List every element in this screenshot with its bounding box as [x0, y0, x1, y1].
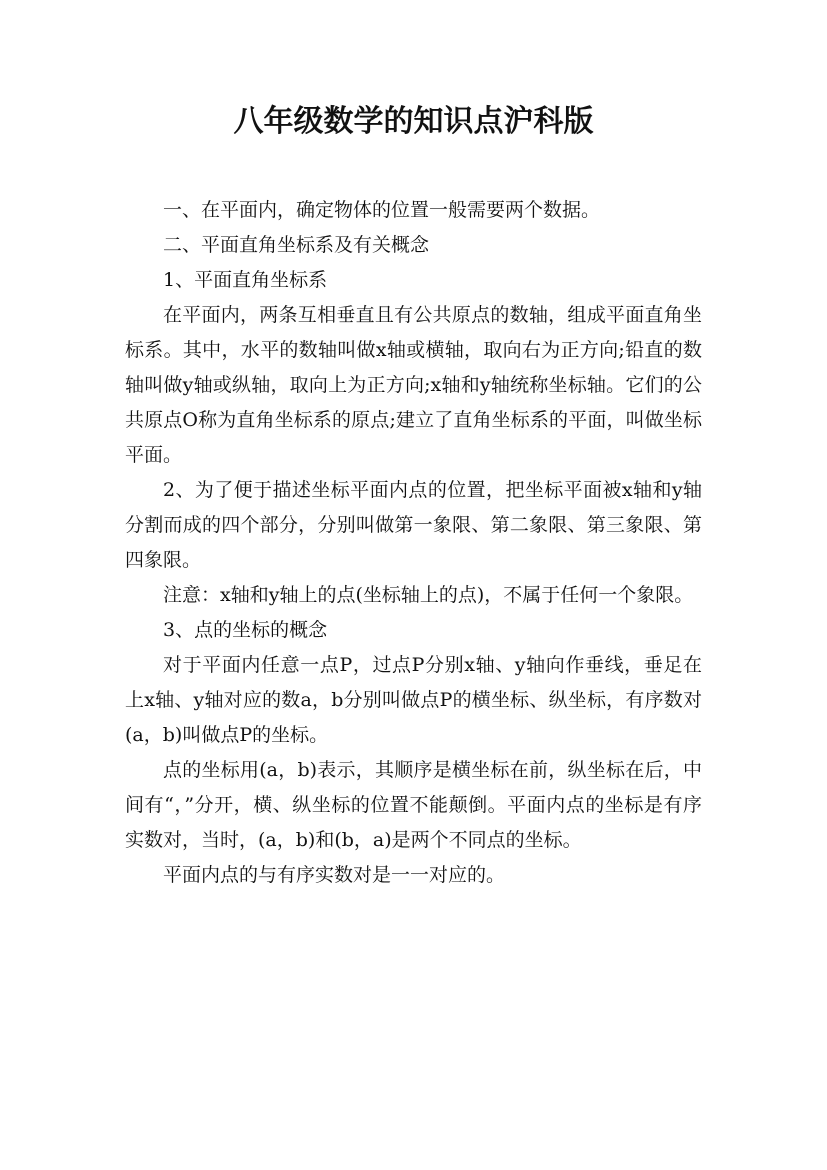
paragraph: 1、平面直角坐标系 [163, 269, 328, 291]
paragraph: 平面内点的与有序实数对是一一对应的。 [163, 864, 506, 886]
paragraph: 二、平面直角坐标系及有关概念 [163, 234, 430, 256]
paragraph: 注意：x轴和y轴上的点(坐标轴上的点)，不属于任何一个象限。 [163, 584, 694, 606]
paragraph: 2、为了便于描述坐标平面内点的位置，把坐标平面被x轴和y轴分割而成的四个部分，分别叫做第一象限、第二象限、第三象限、第四象限。 [125, 479, 702, 571]
paragraph: 一、在平面内，确定物体的位置一般需要两个数据。 [163, 199, 601, 221]
paragraph: 在平面内，两条互相垂直且有公共原点的数轴，组成平面直角坐标系。其中，水平的数轴叫做x轴或横轴，取向右为正方向;铅直的数轴叫做y轴或纵轴，取向上为正方向;x轴和y轴统称坐标轴。它们的公共原点O称为直角坐标系的原点;建立了直角坐标系的平面，叫做坐标平面。 [125, 304, 702, 466]
paragraph: 3、点的坐标的概念 [163, 619, 328, 641]
document-title: 八年级数学的知识点沪科版 [233, 104, 594, 139]
document-body [125, 193, 702, 893]
paragraph: 对于平面内任意一点P，过点P分别x轴、y轴向作垂线，垂足在上x轴、y轴对应的数a，b分别叫做点P的横坐标、纵坐标，有序数对(a，b)叫做点P的坐标。 [125, 654, 702, 746]
paragraph: 点的坐标用(a，b)表示，其顺序是横坐标在前，纵坐标在后，中间有“，”分开，横、纵坐标的位置不能颠倒。平面内点的坐标是有序实数对，当时，(a，b)和(b，a)是两个不同点的坐标。 [125, 759, 702, 851]
